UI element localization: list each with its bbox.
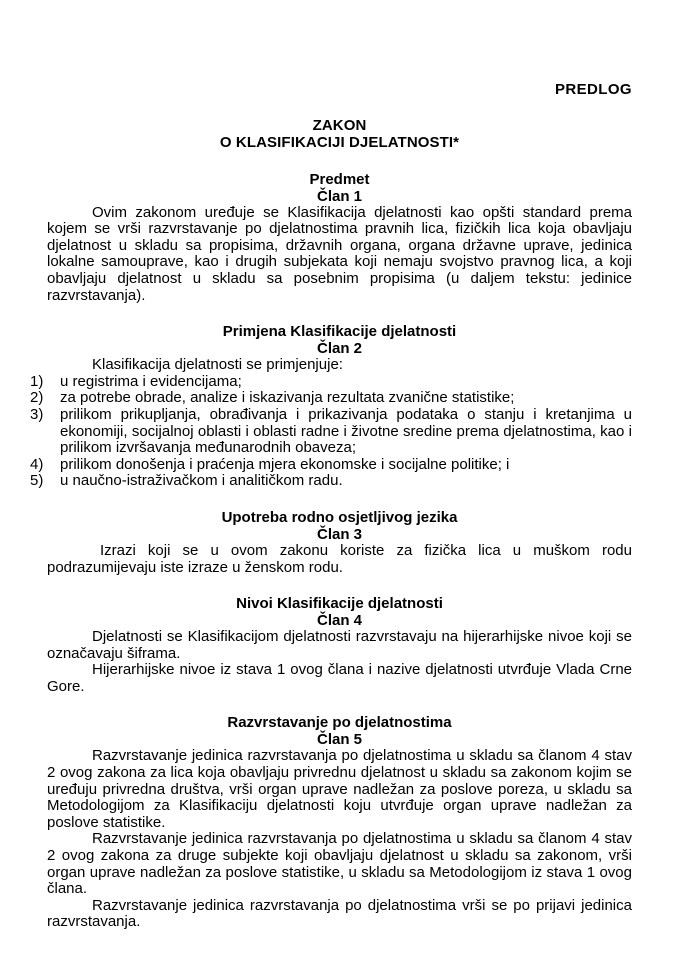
article-5-paragraph-2: Razvrstavanje jedinica razvrstavanja po djelatnostima u skladu sa članom 4 stav 2 ovog zakona za druge subjekte koji obavljaju djelatnost u skladu sa zakonom, vrši organ uprave nadležan za poslove statistike, u skladu sa Metodologijom iz stava 1 ovog člana. [47,830,632,898]
article-heading-1 [47,171,632,205]
article-3-paragraph-1: Izrazi koji se u ovom zakonu koriste za fizička lica u muškom rodu podrazumijevaju iste izraze u ženskom rodu. [47,541,632,576]
article-heading-5 [47,714,632,748]
list-item-text: prilikom donošenja i praćenja mjera ekonomske i socijalne politike; i [60,455,510,473]
article-name-1: Predmet [309,170,370,188]
article-number-2: Član 2 [316,340,362,358]
article-name-4: Nivoi Klasifikacije djelatnosti [236,595,443,613]
list-marker: 4) [30,455,44,473]
article-2-intro: Klasifikacija djelatnosti se primjenjuje: [92,356,343,374]
list-item [30,457,632,474]
article-heading-4 [47,595,632,629]
document-title [47,117,632,152]
article-number-1: Član 1 [316,187,362,205]
list-item-text: za potrebe obrade, analize i iskazivanja rezultata zvanične statistike; [60,389,515,407]
list-item [30,407,632,457]
article-2-list [30,372,632,490]
article-4-paragraph-2: Hijerarhijske nivoe iz stava 1 ovog člana i nazive djelatnosti utvrđuje Vlada Crne Gore. [47,661,632,695]
article-5-paragraph-1: Razvrstavanje jedinica razvrstavanja po djelatnostima u skladu sa članom 4 stav 2 ovog zakona za lica koja obavljaju privrednu djelatnost u skladu sa zakonom kojim se uređuju privredna društva, vrši organ uprave nadležan za poslove poreza, u skladu sa Metodologijom za Klasifikaciju djelatnosti koju utvrđuje organ uprave nadležan za poslove statistike. [47,747,632,831]
list-marker: 3) [30,405,44,423]
article-name-2: Primjena Klasifikacije djelatnosti [222,323,457,341]
list-marker: 1) [30,372,44,390]
document-label: PREDLOG [555,81,632,98]
article-4-paragraph-1: Djelatnosti se Klasifikacijom djelatnosti razvrstavaju na hijerarhijske nivoe koji se označavaju šiframa. [47,628,632,662]
list-item-text: u registrima i evidencijama; [60,372,242,390]
article-5-paragraph-3: Razvrstavanje jedinica razvrstavanja po djelatnostima vrši se po prijavi jedinica razvrstavanja. [47,896,632,931]
list-marker: 5) [30,472,44,490]
list-item-text: u naučno-istraživačkom i analitičkom radu. [60,472,343,490]
list-marker: 2) [30,389,44,407]
list-item [30,390,632,407]
document-content [30,0,632,931]
article-1-paragraph-1: Ovim zakonom uređuje se Klasifikacija djelatnosti kao opšti standard prema kojem se vrši razvrstavanje po djelatnostima pravnih lica, fizičkih lica koja obavljaju djelatnost u skladu sa propisima, državnih organa, organa državne uprave, jedinica lokalne samouprave, kao i drugih subjekata koji nemaju svojstvo pravnog lica, a koji obavljaju djelatnost u skladu sa posebnim propisima (u daljem tekstu: jedinice razvrstavanja). [47,203,632,304]
article-name-5: Razvrstavanje po djelatnostima [227,714,452,732]
article-heading-3 [47,509,632,543]
article-heading-2 [47,323,632,357]
document-title-line1: ZAKON [312,116,367,134]
list-item [30,374,632,391]
article-number-5: Član 5 [316,731,362,749]
list-item-text: prilikom prikupljanja, obrađivanja i prikazivanja podataka o stanju i kretanjima u ekonomiji, socijalnoj oblasti i oblasti radne i životne sredine prema djelatnostima, kao i prilikom izvršavanja međunarodnih obaveza; [60,405,632,457]
list-item [30,473,632,490]
document-title-line2: O KLASIFIKACIJI DJELATNOSTI* [219,134,460,152]
article-name-3: Upotreba rodno osjetljivog jezika [221,508,458,526]
article-number-3: Član 3 [316,525,362,543]
article-number-4: Član 4 [316,612,362,630]
